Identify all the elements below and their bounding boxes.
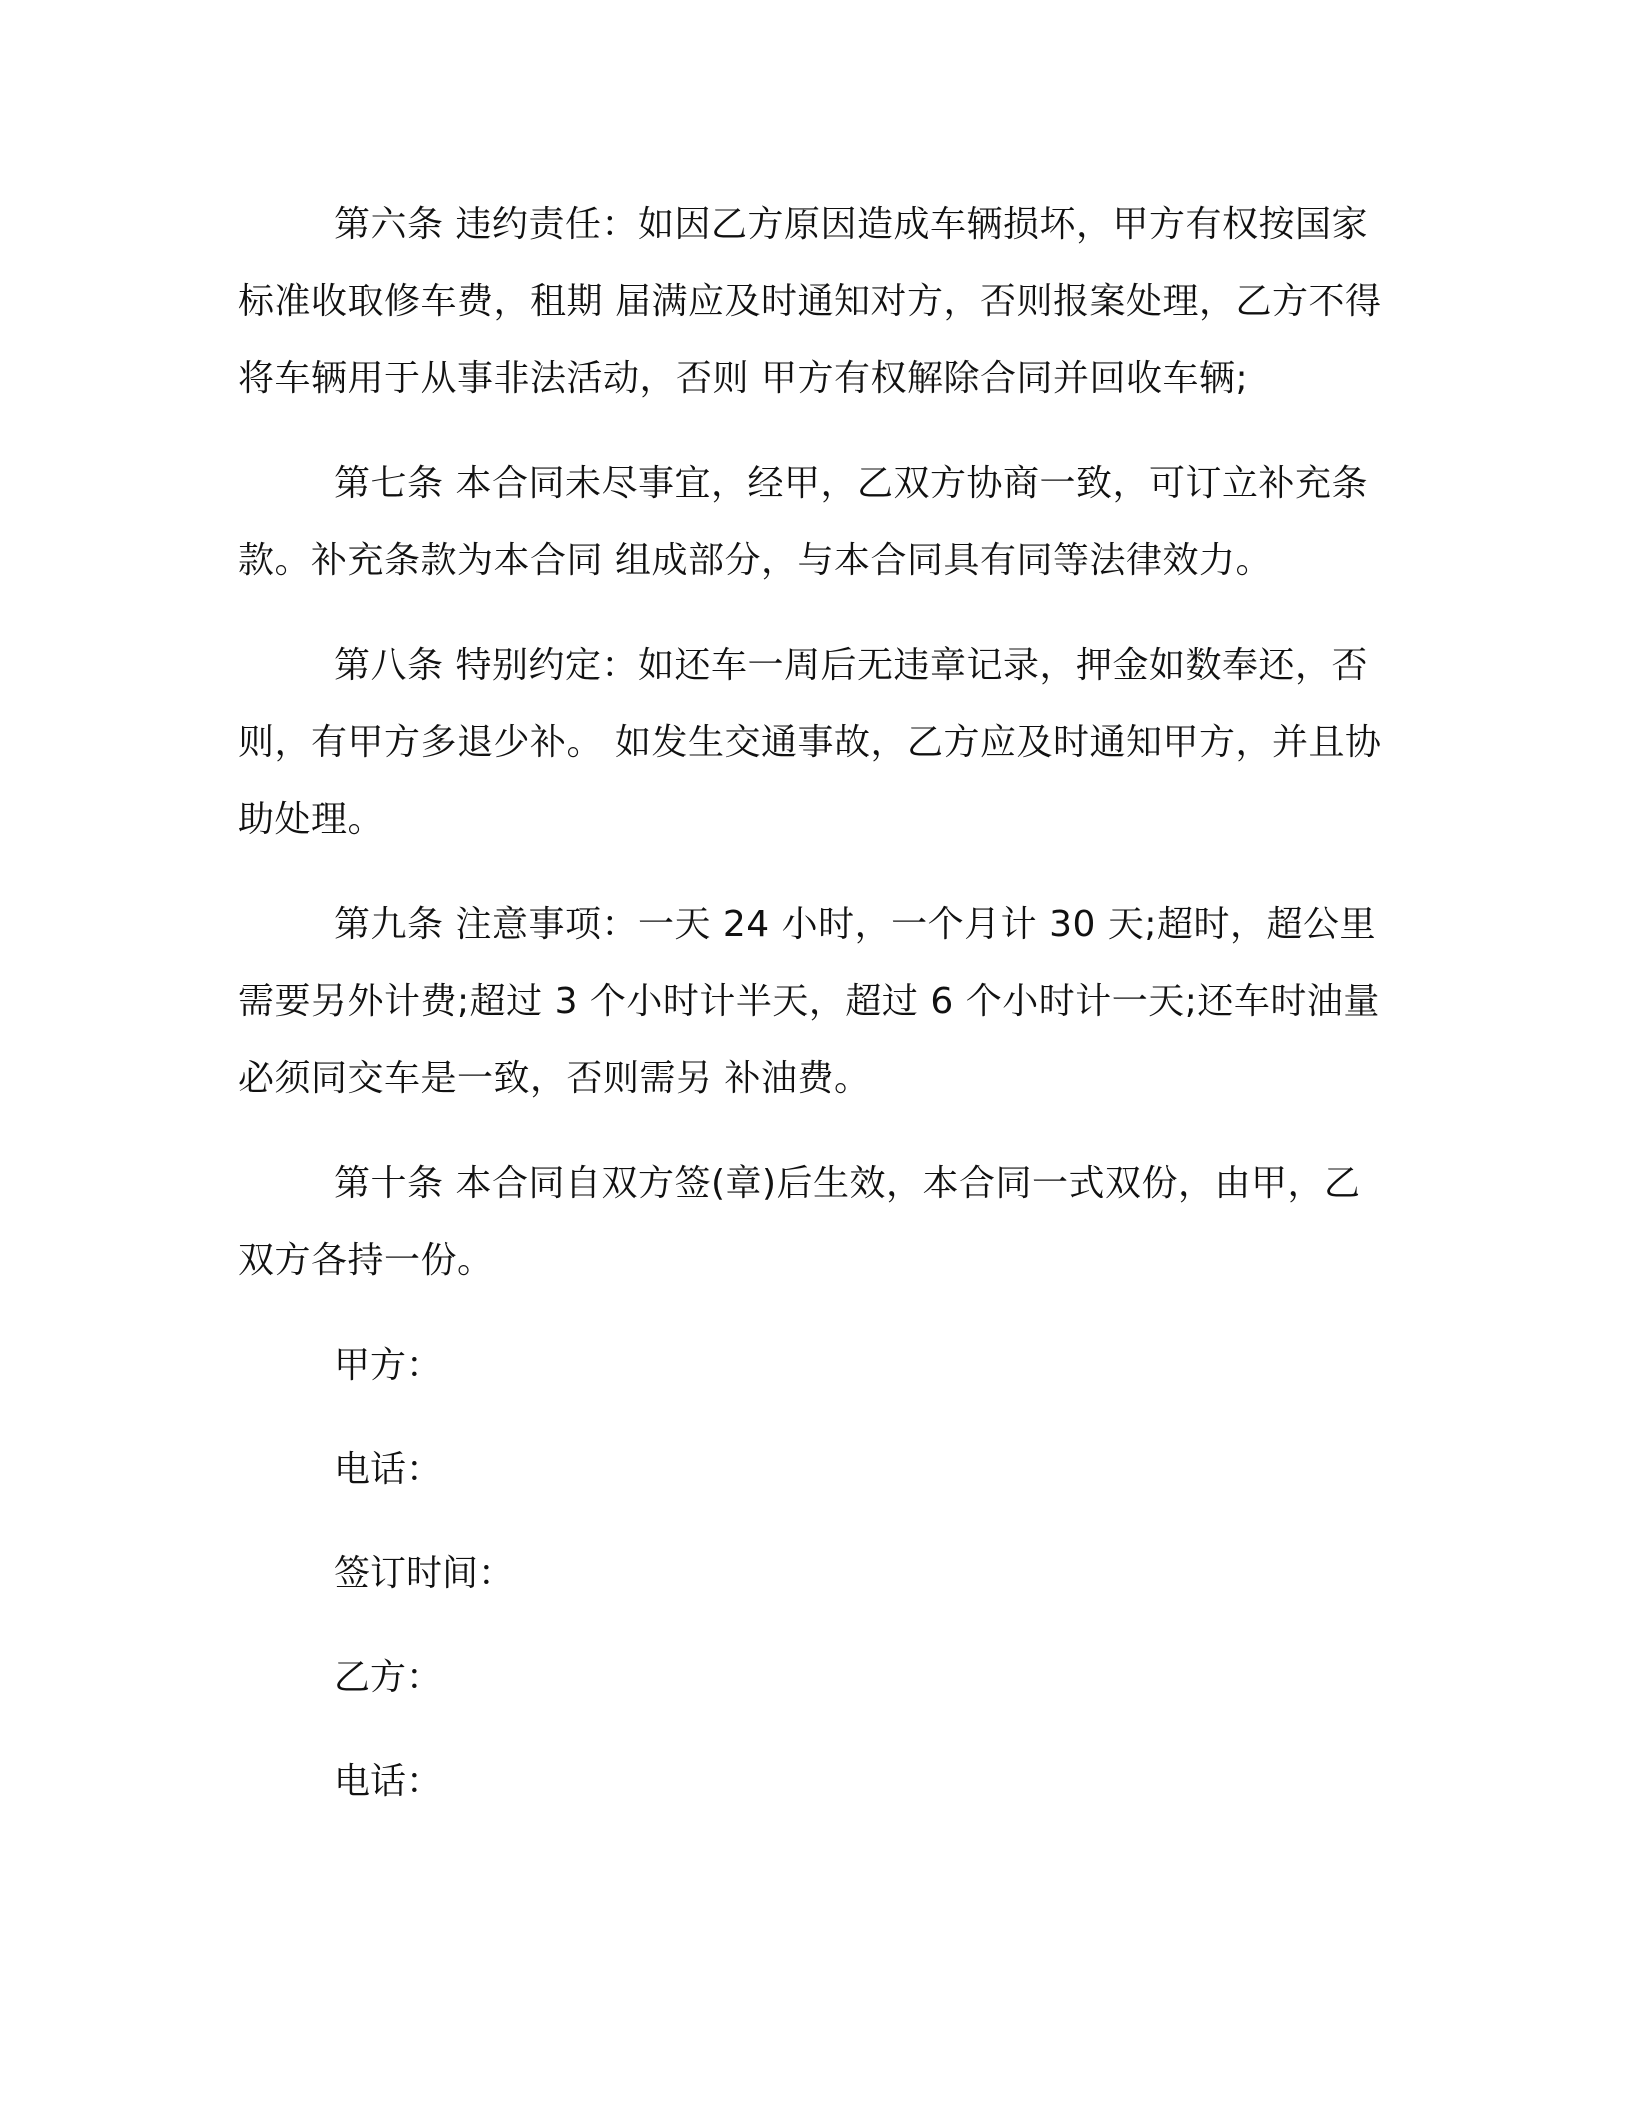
clause-10: 第十条 本合同自双方签(章)后生效，本合同一式双份，由甲，乙双方各持一份。 xyxy=(238,1163,1361,1281)
clause-9: 第九条 注意事项：一天 24 小时，一个月计 30 天;超时，超公里需要另外计费;超过 3 个小时计半天，超过 6 个小时计一天;还车时油量必须同交车是一致，否则需另 补油费。 xyxy=(238,904,1380,1099)
signature-block xyxy=(238,1327,1388,1820)
document-body xyxy=(238,186,1388,1820)
clause-8: 第八条 特别约定：如还车一周后无违章记录，押金如数奉还，否则，有甲方多退少补。 如发生交通事故，乙方应及时通知甲方，并且协助处理。 xyxy=(238,645,1382,840)
clause-6: 第六条 违约责任：如因乙方原因造成车辆损坏，甲方有权按国家标准收取修车费，租期 届满应及时通知对方，否则报案处理，乙方不得将车辆用于从事非法活动，否则 甲方有权解除合同并回收车辆; xyxy=(238,204,1382,399)
party-b-phone-label: 电话： xyxy=(334,1761,443,1802)
sign-date-label: 签订时间： xyxy=(334,1553,515,1594)
party-a-label: 甲方： xyxy=(334,1345,443,1386)
party-a-phone-label: 电话： xyxy=(334,1449,443,1490)
clause-7: 第七条 本合同未尽事宜，经甲，乙双方协商一致，可订立补充条款。补充条款为本合同 组成部分，与本合同具有同等法律效力。 xyxy=(238,463,1368,581)
party-b-label: 乙方： xyxy=(334,1657,443,1698)
